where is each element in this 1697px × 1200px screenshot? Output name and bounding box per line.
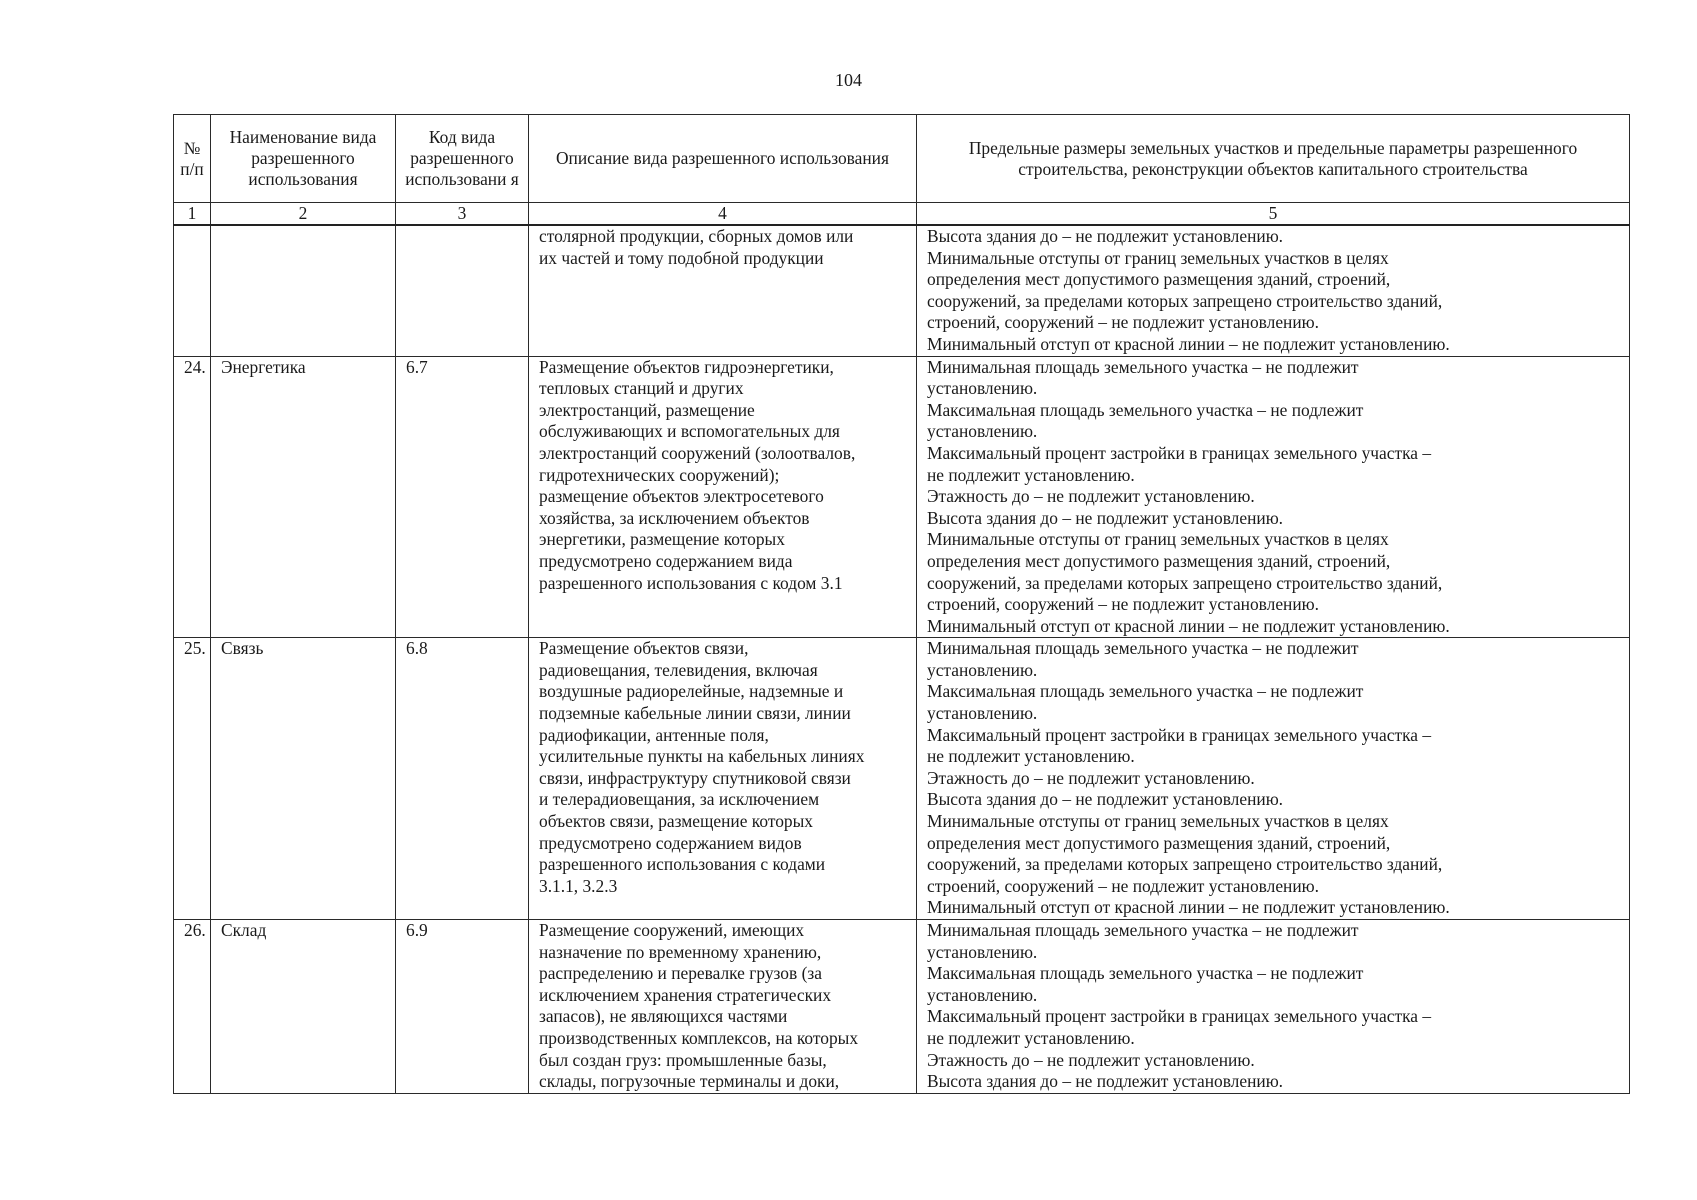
parameter-line: установлению. — [927, 941, 1038, 962]
description-line: размещение объектов электросетевого — [539, 486, 824, 507]
parameter-line: строений, сооружений – не подлежит установлению. — [927, 875, 1319, 896]
row-number: 26. — [174, 920, 211, 1094]
use-description — [529, 356, 917, 638]
use-type-code: 6.9 — [396, 920, 529, 1094]
description-line: усилительные пункты на кабельных линиях — [539, 746, 865, 767]
parameter-line: Максимальный процент застройки в границах земельного участка – — [927, 1006, 1432, 1027]
parameter-line: установлению. — [927, 703, 1038, 724]
parameter-line: Минимальный отступ от красной линии – не подлежит установлению. — [927, 897, 1450, 918]
construction-parameters — [917, 356, 1630, 638]
table-row — [174, 638, 1630, 920]
row-number — [174, 225, 211, 356]
column-number: 4 — [529, 203, 917, 226]
description-line: Размещение объектов связи, — [539, 638, 749, 659]
table-row — [174, 225, 1630, 356]
parameter-line: установлению. — [927, 378, 1038, 399]
description-line: разрешенного использования с кодами — [539, 854, 826, 875]
description-line: тепловых станций и других — [539, 378, 744, 399]
table-header-row — [174, 115, 1630, 203]
parameter-line: Минимальные отступы от границ земельных участков в целях — [927, 247, 1389, 268]
parameter-line: Минимальный отступ от красной линии – не подлежит установлению. — [927, 333, 1450, 354]
parameter-line: Максимальный процент застройки в границах земельного участка – — [927, 442, 1432, 463]
parameter-line: Высота здания до – не подлежит установлению. — [927, 507, 1284, 528]
parameter-line: Высота здания до – не подлежит установлению. — [927, 226, 1284, 246]
description-line: подземные кабельные линии связи, линии — [539, 703, 851, 724]
header-parameters: Предельные размеры земельных участков и предельные параметры разрешенного строительства, реконструкции объектов капитального строительства — [917, 115, 1630, 203]
parameter-line: определения мест допустимого размещения зданий, строений, — [927, 550, 1391, 571]
description-line: электростанций сооружений (золоотвалов, — [539, 442, 856, 463]
construction-parameters — [917, 920, 1630, 1094]
parameter-line: установлению. — [927, 659, 1038, 680]
description-line: разрешенного использования с кодом 3.1 — [539, 572, 843, 593]
parameter-line: Максимальный процент застройки в границах земельного участка – — [927, 724, 1432, 745]
parameter-line: строений, сооружений – не подлежит установлению. — [927, 312, 1319, 333]
use-type-name: Связь — [211, 638, 396, 920]
parameter-line: строений, сооружений – не подлежит установлению. — [927, 594, 1319, 615]
parameter-line: установлению. — [927, 984, 1038, 1005]
description-line: 3.1.1, 3.2.3 — [539, 875, 618, 896]
description-line: радиофикации, антенные поля, — [539, 724, 769, 745]
description-line: радиовещания, телевидения, включая — [539, 659, 818, 680]
use-type-name: Энергетика — [211, 356, 396, 638]
parameter-line: сооружений, за пределами которых запрещено строительство зданий, — [927, 572, 1443, 593]
construction-parameters — [917, 638, 1630, 920]
description-line: энергетики, размещение которых — [539, 529, 785, 550]
description-line: гидротехнических сооружений); — [539, 464, 780, 485]
parameter-line: сооружений, за пределами которых запрещено строительство зданий, — [927, 854, 1443, 875]
row-number: 25. — [174, 638, 211, 920]
description-line: исключением хранения стратегических — [539, 984, 832, 1005]
parameter-line: Минимальные отступы от границ земельных участков в целях — [927, 529, 1389, 550]
use-description — [529, 225, 917, 356]
description-line: производственных комплексов, на которых — [539, 1027, 859, 1048]
use-description — [529, 920, 917, 1094]
use-type-name — [211, 225, 396, 356]
parameter-line: Этажность до – не подлежит установлению. — [927, 1049, 1255, 1070]
column-number-row — [174, 203, 1630, 226]
parameter-line: Этажность до – не подлежит установлению. — [927, 767, 1255, 788]
row-number: 24. — [174, 356, 211, 638]
parameter-line: Максимальная площадь земельного участка – не подлежит — [927, 963, 1364, 984]
table-row — [174, 356, 1630, 638]
parameter-line: Минимальная площадь земельного участка – не подлежит — [927, 638, 1359, 659]
description-line: запасов), не являющихся частями — [539, 1006, 788, 1027]
description-line: предусмотрено содержанием вида — [539, 550, 793, 571]
header-name: Наименование вида разрешенного использования — [211, 115, 396, 203]
parameter-line: Максимальная площадь земельного участка – не подлежит — [927, 399, 1364, 420]
parameter-line: не подлежит установлению. — [927, 464, 1135, 485]
parameter-line: сооружений, за пределами которых запрещено строительство зданий, — [927, 290, 1443, 311]
parameter-line: Минимальный отступ от красной линии – не подлежит установлению. — [927, 615, 1450, 636]
parameter-line: Высота здания до – не подлежит установлению. — [927, 1071, 1284, 1092]
column-number: 2 — [211, 203, 396, 226]
description-line: Размещение сооружений, имеющих — [539, 920, 805, 940]
use-type-code: 6.7 — [396, 356, 529, 638]
parameter-line: установлению. — [927, 421, 1038, 442]
description-line: хозяйства, за исключением объектов — [539, 507, 810, 528]
page-number: 104 — [835, 70, 862, 90]
description-line: электростанций, размещение — [539, 399, 755, 420]
table-row — [174, 920, 1630, 1094]
parameter-line: определения мест допустимого размещения зданий, строений, — [927, 269, 1391, 290]
description-line: их частей и тому подобной продукции — [539, 247, 824, 268]
table-body — [174, 225, 1630, 1093]
parameter-line: Максимальная площадь земельного участка – не подлежит — [927, 681, 1364, 702]
description-line: назначение по временному хранению, — [539, 941, 822, 962]
header-number: № п/п — [174, 115, 211, 203]
column-number: 3 — [396, 203, 529, 226]
parameter-line: Высота здания до – не подлежит установлению. — [927, 789, 1284, 810]
description-line: распределению и перевалке грузов (за — [539, 963, 822, 984]
description-line: объектов связи, размещение которых — [539, 811, 813, 832]
parameter-line: Минимальные отступы от границ земельных участков в целях — [927, 811, 1389, 832]
description-line: и телерадиовещания, за исключением — [539, 789, 820, 810]
header-code: Код вида разрешенного использовани я — [396, 115, 529, 203]
description-line: столярной продукции, сборных домов или — [539, 226, 854, 246]
parameter-line: не подлежит установлению. — [927, 746, 1135, 767]
use-type-code: 6.8 — [396, 638, 529, 920]
description-line: воздушные радиорелейные, надземные и — [539, 681, 844, 702]
description-line: связи, инфраструктуру спутниковой связи — [539, 767, 851, 788]
column-number: 1 — [174, 203, 211, 226]
description-line: предусмотрено содержанием видов — [539, 832, 802, 853]
parameter-line: Этажность до – не подлежит установлению. — [927, 486, 1255, 507]
use-type-name: Склад — [211, 920, 396, 1094]
description-line: Размещение объектов гидроэнергетики, — [539, 356, 834, 377]
parameter-line: определения мест допустимого размещения зданий, строений, — [927, 832, 1391, 853]
parameter-line: Минимальная площадь земельного участка – не подлежит — [927, 356, 1359, 377]
header-description: Описание вида разрешенного использования — [529, 115, 917, 203]
description-line: обслуживающих и вспомогательных для — [539, 421, 840, 442]
parameter-line: не подлежит установлению. — [927, 1027, 1135, 1048]
use-type-code — [396, 225, 529, 356]
parameter-line: Минимальная площадь земельного участка – не подлежит — [927, 920, 1359, 940]
description-line: был создан груз: промышленные базы, — [539, 1049, 827, 1070]
construction-parameters — [917, 225, 1630, 356]
description-line: склады, погрузочные терминалы и доки, — [539, 1071, 840, 1092]
column-number: 5 — [917, 203, 1630, 226]
use-description — [529, 638, 917, 920]
land-use-table — [173, 114, 1630, 1094]
